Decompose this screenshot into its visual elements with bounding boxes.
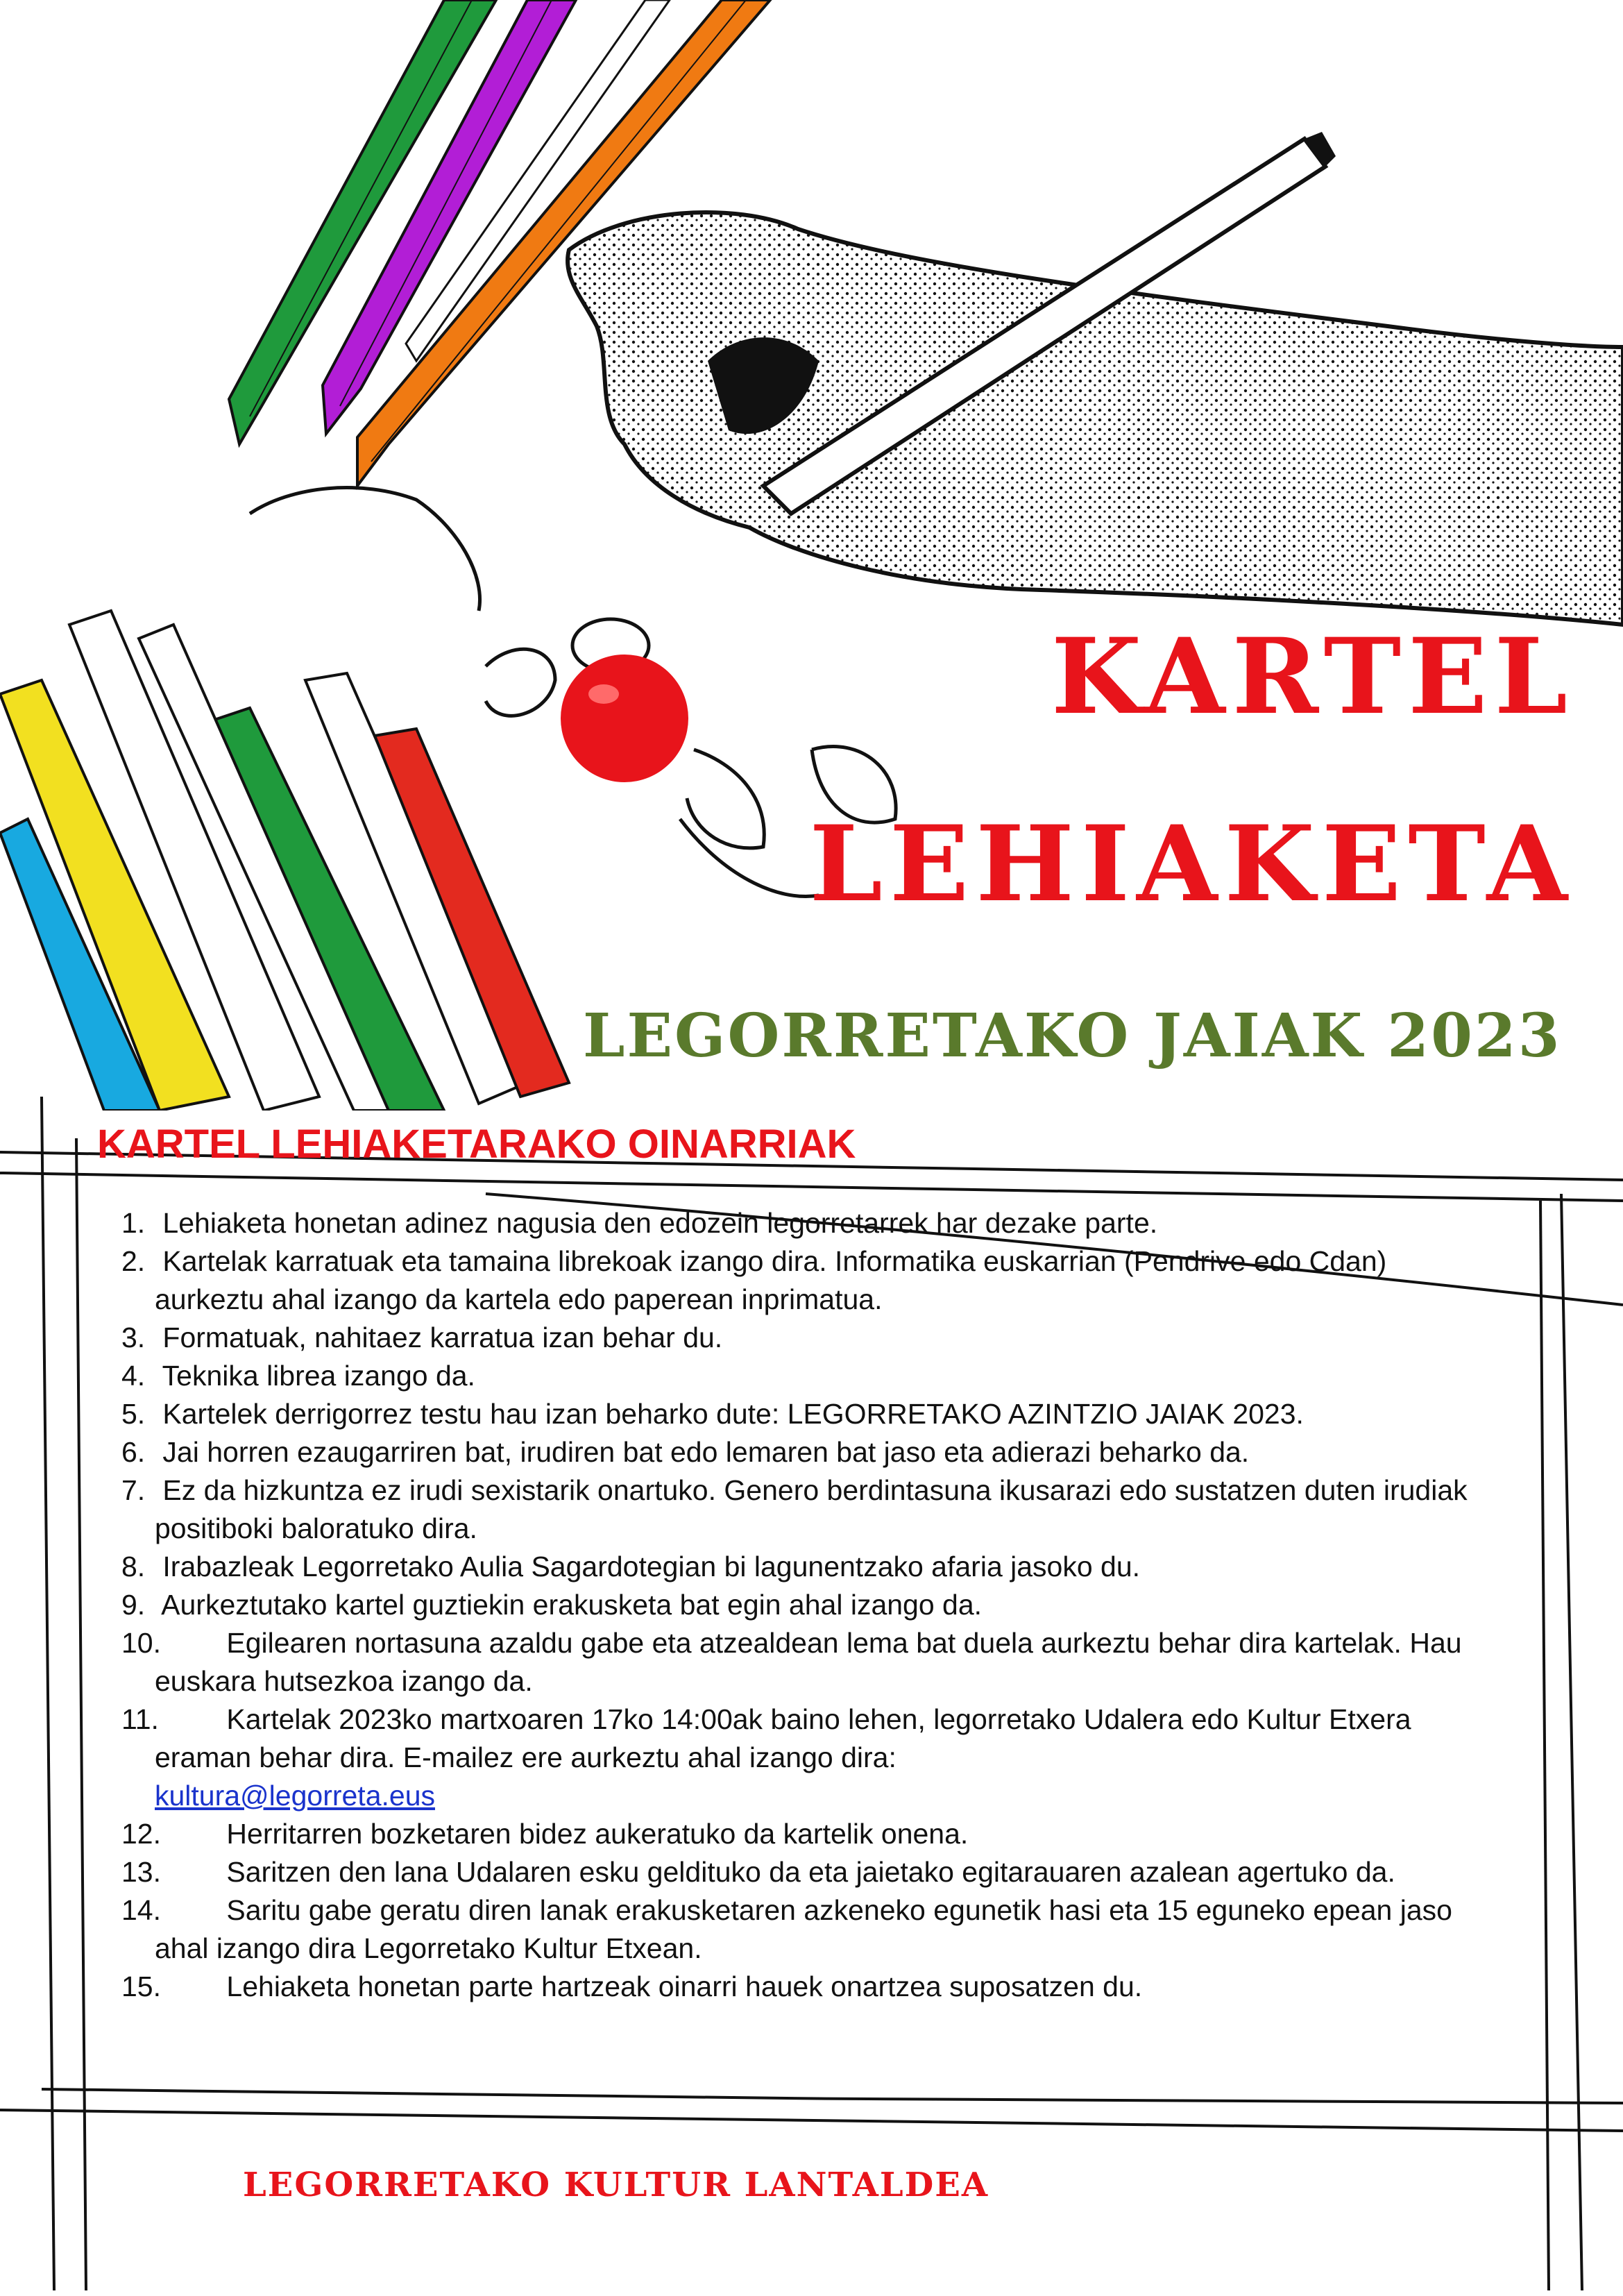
rule-item [121,1624,1502,1700]
rule-text: Kartelak karratuak eta tamaina librekoak izango dira. Informatika euskarrian (Pendrive edo Cdan) aurkeztu ahal izango da kartela edo paperean inprimatua. [155,1245,1387,1315]
rule-item [121,1586,1502,1624]
rule-item [121,1204,1502,1242]
rule-text: Teknika librea izango da. [162,1360,475,1392]
rule-item [121,1395,1502,1433]
rule-number: 4. [121,1360,146,1392]
rule-number: 12. [121,1818,161,1850]
rule-item [121,1891,1502,1968]
rule-text: Irabazleak Legorretako Aulia Sagardotegian bi lagunentzako afaria jasoko du. [162,1551,1141,1582]
rule-item [121,1471,1502,1548]
pencils-hand-illustration [0,0,1623,1111]
poster-title-line2: LEHIAKETA [809,803,1574,925]
poster-subtitle: LEGORRETAKO JAIAK 2023 [583,1001,1562,1071]
rule-text: Kartelek derrigorrez testu hau izan beharko dute: LEGORRETAKO AZINTZIO JAIAK 2023. [162,1398,1304,1430]
organizer-footer: LEGORRETAKO KULTUR LANTALDEA [243,2166,989,2204]
rule-item [121,1700,1502,1815]
rule-item [121,1968,1502,2006]
drawing-hand [568,132,1623,625]
rule-number: 11. [121,1703,159,1735]
rule-text: Saritu gabe geratu diren lanak erakusketaren azkeneko egunetik hasi eta 15 eguneko epean jaso ahal izango dira Legorretako Kultur Etxean. [155,1894,1452,1964]
rule-item [121,1815,1502,1853]
rule-number: 13. [121,1856,161,1888]
rule-number: 15. [121,1970,161,2002]
rule-text: Jai horren ezaugarriren bat, irudiren bat edo lemaren bat jaso eta adierazi beharko da. [162,1436,1250,1468]
rule-number: 10. [121,1627,161,1659]
rule-item [121,1319,1502,1357]
rule-number: 9. [121,1589,146,1621]
rule-text: Lehiaketa honetan adinez nagusia den edozein legorretarrek har dezake parte. [162,1207,1158,1239]
clown-red-nose [561,655,688,782]
poster-title-line1: KARTEL [1051,616,1574,738]
section-heading: KARTEL LEHIAKETARAKO OINARRIAK [97,1122,856,1167]
rule-text: Lehiaketa honetan parte hartzeak oinarri hauek onartzea suposatzen du. [226,1970,1143,2002]
rule-number: 3. [121,1322,146,1353]
rule-item [121,1357,1502,1395]
rule-text: Kartelak 2023ko martxoaren 17ko 14:00ak baino lehen, legorretako Udalera edo Kultur Etxera eraman behar dira. E-mailez ere aurkeztu ahal izango dira: [155,1703,1411,1773]
rule-number: 14. [121,1894,161,1926]
rule-number: 6. [121,1436,146,1468]
rule-text: Aurkeztutako kartel guztiekin erakusketa bat egin ahal izango da. [161,1589,983,1621]
rule-item [121,1242,1502,1319]
rule-text: Formatuak, nahitaez karratua izan behar du. [162,1322,723,1353]
rule-number: 5. [121,1398,146,1430]
rule-number: 8. [121,1551,146,1582]
rule-text: Herritarren bozketaren bidez aukeratuko da kartelik onena. [226,1818,969,1850]
rule-item [121,1433,1502,1471]
email-link[interactable]: kultura@legorreta.eus [155,1780,435,1812]
rule-number: 2. [121,1245,146,1277]
rule-text: Ez da hizkuntza ez irudi sexistarik onartuko. Genero berdintasuna ikusarazi edo sustatzen duten irudiak positiboki baloratuko dira. [155,1474,1468,1544]
rule-item [121,1548,1502,1586]
rule-item [121,1853,1502,1891]
bottom-pencils [0,611,569,1111]
rules-list [121,1204,1502,2006]
rule-text: Egilearen nortasuna azaldu gabe eta atzealdean lema bat duela aurkeztu behar dira kartelak. Hau euskara hutsezkoa izango da. [155,1627,1462,1697]
rule-number: 7. [121,1474,146,1506]
rule-number: 1. [121,1207,146,1239]
rule-text: Saritzen den lana Udalaren esku geldituko da eta jaietako egitarauaren azalean agertuko da. [226,1856,1395,1888]
